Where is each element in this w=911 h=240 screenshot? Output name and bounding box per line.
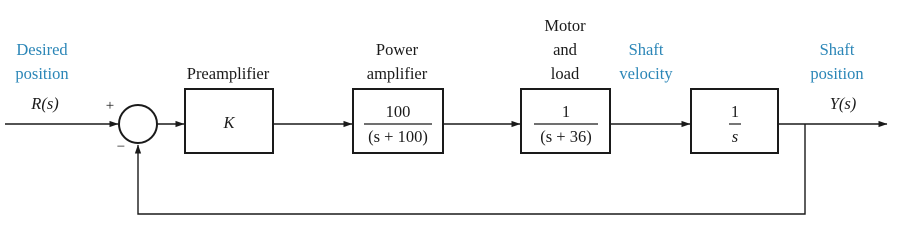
svg-text:Shaft: Shaft (819, 40, 855, 59)
svg-text:velocity: velocity (619, 64, 673, 83)
motor-denominator: (s + 36) (540, 127, 592, 146)
summing-junction (119, 105, 157, 143)
power-amplifier-title (367, 40, 428, 83)
desired-position-label (15, 40, 68, 83)
input-symbol: R(s) (31, 94, 59, 113)
svg-text:and: and (553, 40, 577, 59)
svg-text:amplifier: amplifier (366, 64, 428, 83)
gain-k: K (223, 113, 235, 132)
svg-text:position: position (15, 64, 69, 83)
power-amp-numerator: 100 (385, 102, 411, 121)
minus-sign: − (116, 139, 126, 155)
plus-sign: + (105, 98, 115, 114)
motor-numerator: 1 (561, 102, 571, 121)
preamplifier-title: Preamplifier (186, 64, 270, 83)
integrator-numerator: 1 (730, 102, 740, 121)
output-symbol: Y(s) (829, 94, 857, 113)
svg-text:position: position (810, 64, 864, 83)
svg-text:Power: Power (375, 40, 419, 59)
shaft-velocity-label (619, 40, 673, 83)
svg-text:Desired: Desired (16, 40, 68, 59)
shaft-position-label (810, 40, 863, 83)
svg-text:load: load (550, 64, 580, 83)
svg-text:Motor: Motor (544, 16, 586, 35)
motor-and-load-title (544, 16, 586, 83)
power-amp-denominator: (s + 100) (368, 127, 428, 146)
integrator-denominator: s (731, 127, 739, 146)
svg-text:Shaft: Shaft (628, 40, 664, 59)
